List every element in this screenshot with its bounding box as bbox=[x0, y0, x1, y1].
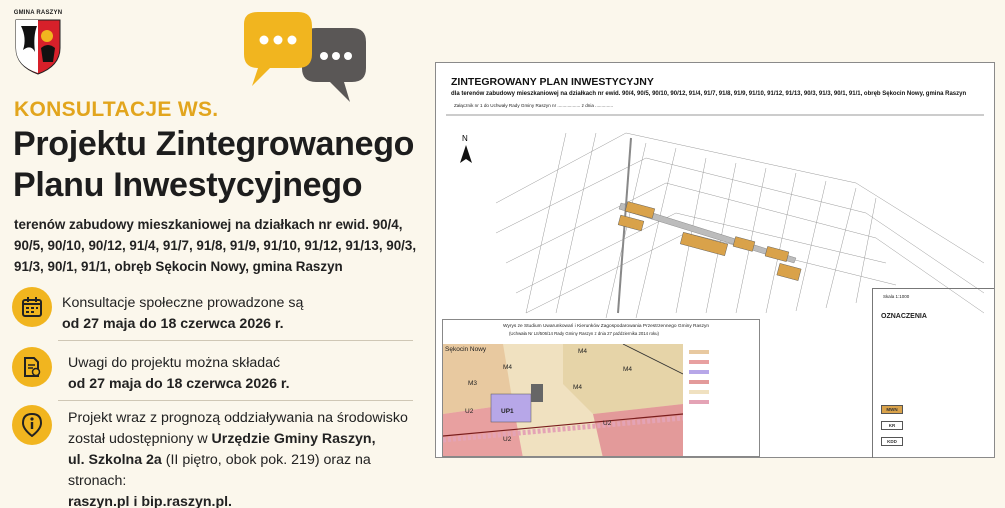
study-inset bbox=[442, 319, 760, 457]
map-subtitle: dla terenów zabudowy mieszkaniowej na działkach nr ewid. 90/4, 90/5, 90/10, 90/12, 91/4, 91/7, 91/8, 91/9, 91/10, 91/12, 91/13, 90/3, 91/3, 90/1, 91/1, obręb Sękocin Nowy, gmina Raszyn bbox=[451, 91, 967, 97]
item3-line3b: (II piętro, obok pok. 219) oraz na stronach: bbox=[68, 452, 371, 489]
inset-label-u2: U2 bbox=[503, 436, 512, 443]
item3-address: ul. Szkolna 2a bbox=[68, 452, 162, 468]
title-line-1: Projektu Zintegrowanego bbox=[13, 125, 415, 163]
inset-legend bbox=[689, 350, 755, 404]
item2-line1: Uwagi do projektu można składać bbox=[68, 355, 281, 371]
divider bbox=[58, 400, 413, 401]
inset-title: Wyrys ze Studium Uwarunkowań i Kierunków Zagospodarowania Przestrzennego Gminy Raszyn bbox=[503, 324, 710, 329]
north-label: N bbox=[462, 134, 468, 143]
divider bbox=[58, 340, 413, 341]
chat-bubbles-icon bbox=[240, 10, 372, 110]
page-title bbox=[13, 124, 414, 206]
legend-row bbox=[881, 421, 903, 430]
legend-row bbox=[881, 405, 903, 414]
legend-scale: Skala 1:1000 bbox=[883, 294, 910, 299]
info-icon bbox=[12, 405, 52, 445]
crest-label: GMINA RASZYN bbox=[13, 10, 63, 16]
item3-line2 bbox=[68, 429, 422, 450]
north-arrow-icon bbox=[460, 145, 472, 163]
map-legend bbox=[872, 288, 994, 458]
inset-label-u2: U2 bbox=[603, 420, 612, 427]
legend-row bbox=[881, 437, 903, 446]
crest-shield-icon bbox=[13, 18, 63, 76]
inset-label-place: Sękocin Nowy bbox=[445, 346, 487, 353]
poster-left bbox=[0, 0, 430, 508]
gmina-crest bbox=[13, 10, 63, 78]
inset-label-m4: M4 bbox=[573, 384, 583, 391]
inset-label-m4: M4 bbox=[503, 364, 513, 371]
item3-line1: Projekt wraz z prognozą oddziaływania na środowisko bbox=[68, 410, 408, 426]
legend-swatch-kr: KR bbox=[881, 421, 903, 430]
map-note: Załącznik nr 1 do Uchwały Rady Gminy Raszyn nr .................. z dnia .............. bbox=[454, 103, 614, 108]
legend-swatch-mwn: MWN bbox=[881, 405, 903, 414]
legend-swatch-kdd: KDD bbox=[881, 437, 903, 446]
item3-line3 bbox=[68, 450, 422, 492]
plan-map-sheet bbox=[435, 62, 995, 458]
item1-line2: od 27 maja do 18 czerwca 2026 r. bbox=[62, 316, 284, 332]
item3-line4: raszyn.pl i bip.raszyn.pl. bbox=[68, 494, 232, 508]
inset-subtitle: (Uchwała Nr LII/506/14 Rady Gminy Raszyn z dnia 27 października 2014 roku) bbox=[509, 331, 659, 336]
document-icon bbox=[12, 347, 52, 387]
inset-label-m4: M4 bbox=[623, 366, 633, 373]
inset-label-m3: M3 bbox=[468, 380, 478, 387]
inset-label-up1: UP1 bbox=[501, 408, 514, 415]
item2-line2: od 27 maja do 18 czerwca 2026 r. bbox=[68, 376, 290, 392]
title-line-2: Planu Inwestycyjnego bbox=[13, 166, 363, 204]
inset-label-m4: M4 bbox=[578, 348, 588, 355]
map-title: ZINTEGROWANY PLAN INWESTYCYJNY bbox=[451, 76, 654, 88]
inset-label-u2: U2 bbox=[465, 408, 474, 415]
calendar-icon bbox=[12, 287, 52, 327]
inset-map-drawing bbox=[443, 344, 683, 457]
item3-office: Urzędzie Gminy Raszyn, bbox=[211, 431, 376, 447]
legend-heading: OZNACZENIA bbox=[881, 313, 927, 320]
page-subtitle: terenów zabudowy mieszkaniowej na działkach nr ewid. 90/4, 90/5, 90/10, 90/12, 91/4, 91/7, 91/8, 91/9, 91/10, 91/12, 91/13, 90/3, 91/3, 90/1, 91/1, obręb Sękocin Nowy, gmina Raszyn bbox=[14, 217, 417, 274]
item1-line1: Konsultacje społeczne prowadzone są bbox=[62, 295, 304, 311]
item3-line2a: został udostępniony w bbox=[68, 431, 212, 447]
kicker: KONSULTACJE WS. bbox=[14, 98, 219, 121]
